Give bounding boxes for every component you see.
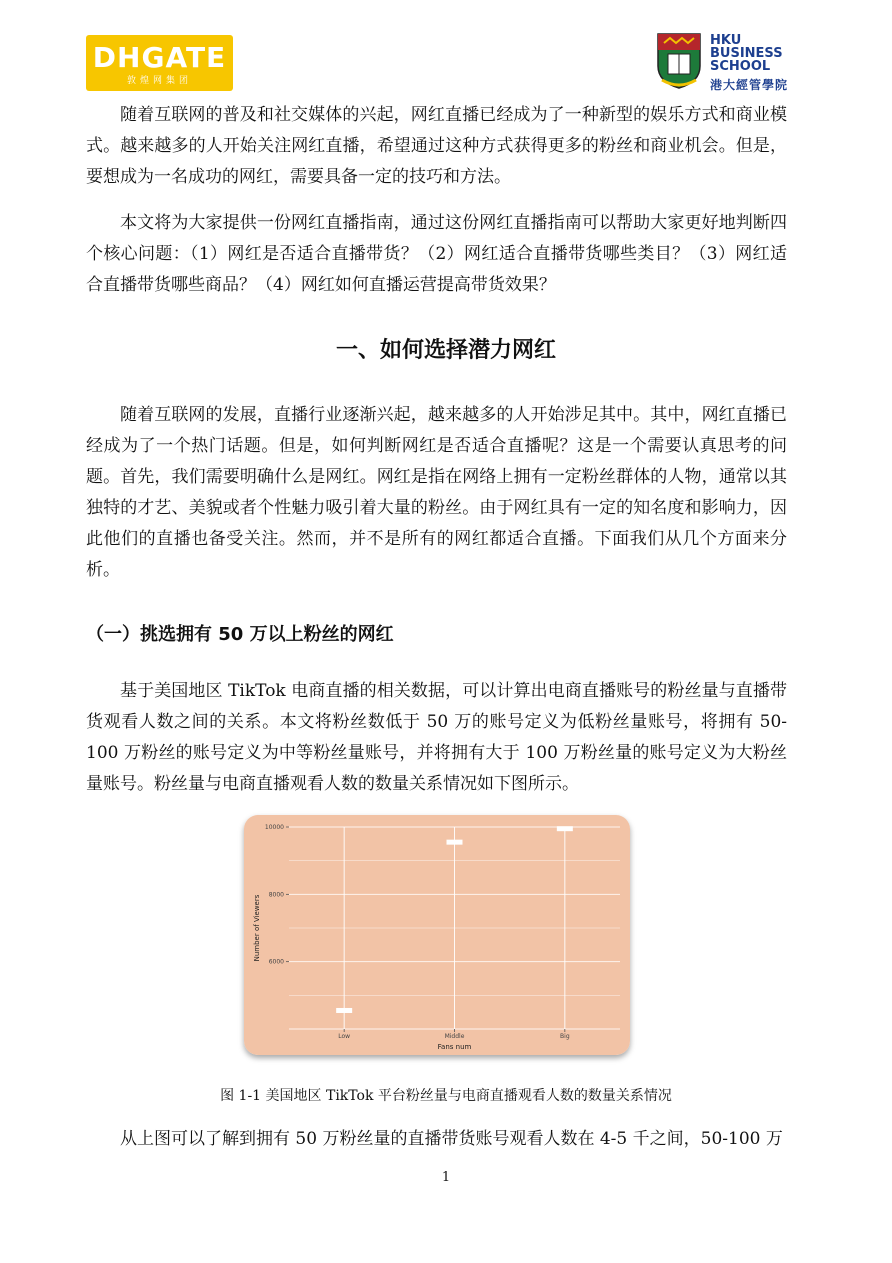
chart-x-tick-label: Big: [560, 1033, 570, 1040]
hku-logo-line2: BUSINESS: [710, 46, 783, 61]
dhgate-logo-brand: DHGATE: [92, 41, 227, 74]
chart-y-axis-label: Number of Viewers: [253, 894, 261, 962]
hku-logo: [656, 32, 796, 94]
subsection-title: （一）挑选拥有 50 万以上粉丝的网红: [86, 624, 394, 645]
chart-x-axis-label: Fans num: [437, 1043, 472, 1051]
hku-logo-line3: SCHOOL: [710, 59, 771, 74]
chart-y-tick-label: 8000: [268, 891, 284, 899]
page-number: 1: [441, 1170, 451, 1185]
hku-logo-line1: HKU: [710, 33, 742, 48]
section-title: 一、如何选择潜力网红: [335, 338, 556, 363]
hku-logo-cn: 港大經管學院: [710, 78, 789, 92]
chart-x-tick-label: Low: [338, 1033, 351, 1040]
chart-x-tick-label: Middle: [444, 1033, 465, 1040]
figure-caption: 图 1-1 美国地区 TikTok 平台粉丝量与电商直播观看人数的数量关系情况: [220, 1088, 672, 1104]
viewers-chart-svg: [244, 815, 630, 1055]
section-paragraph-1: 随着互联网的发展，直播行业逐渐兴起，越来越多的人开始涉足其中。其中，网红直播已经成为了一个热门话题。但是，如何判断网红是否适合直播呢？这是一个需要认真思考的问题。首先，我们需要明确什么是网红。网红是指在网络上拥有一定粉丝群体的人物，通常以其独特的才艺、美貌或者个性魅力吸引着大量的粉丝。由于网红具有一定的知名度和影响力，因此他们的直播也备受关注。然而，并不是所有的网红都适合直播。下面我们从几个方面来分析。: [86, 405, 787, 580]
hku-logo-name: [710, 34, 783, 73]
chart-point: [336, 1008, 352, 1013]
subsection-paragraph-2: 从上图可以了解到拥有 50 万粉丝量的直播带货账号观看人数在 4-5 千之间，50-100 万: [120, 1129, 783, 1149]
chart-y-tick-label: 10000: [264, 824, 284, 831]
intro-paragraph-1: 随着互联网的普及和社交媒体的兴起，网红直播已经成为了一种新型的娱乐方式和商业模式。越来越多的人开始关注网红直播，希望通过这种方式获得更多的粉丝和商业机会。但是，要想成为一名成功的网红，需要具备一定的技巧和方法。: [86, 105, 787, 187]
chart-background: [244, 815, 630, 1055]
viewers-chart: [244, 815, 630, 1055]
subsection-paragraph-1: 基于美国地区 TikTok 电商直播的相关数据，可以计算出电商直播账号的粉丝量与直播带货观看人数之间的关系。本文将粉丝数低于 50 万的账号定义为低粉丝量账号，将拥有 50-100 万粉丝的账号定义为中等粉丝量账号，并将拥有大于 100 万粉丝量的账号定义为大粉丝量账号。粉丝量与电商直播观看人数的数量关系情况如下图所示。: [86, 681, 787, 794]
dhgate-logo-sub: 敦煌网集团: [126, 76, 192, 86]
chart-point: [447, 840, 463, 845]
intro-paragraph-2: 本文将为大家提供一份网红直播指南，通过这份网红直播指南可以帮助大家更好地判断四个核心问题：（1）网红是否适合直播带货？（2）网红适合直播带货哪些类目？（3）网红适合直播带货哪些商品？（4）网红如何直播运营提高带货效果？: [86, 213, 787, 295]
chart-point: [557, 826, 573, 831]
dhgate-logo: [86, 35, 233, 91]
chart-y-tick-label: 6000: [268, 958, 284, 966]
hku-crest-icon: [656, 32, 702, 90]
